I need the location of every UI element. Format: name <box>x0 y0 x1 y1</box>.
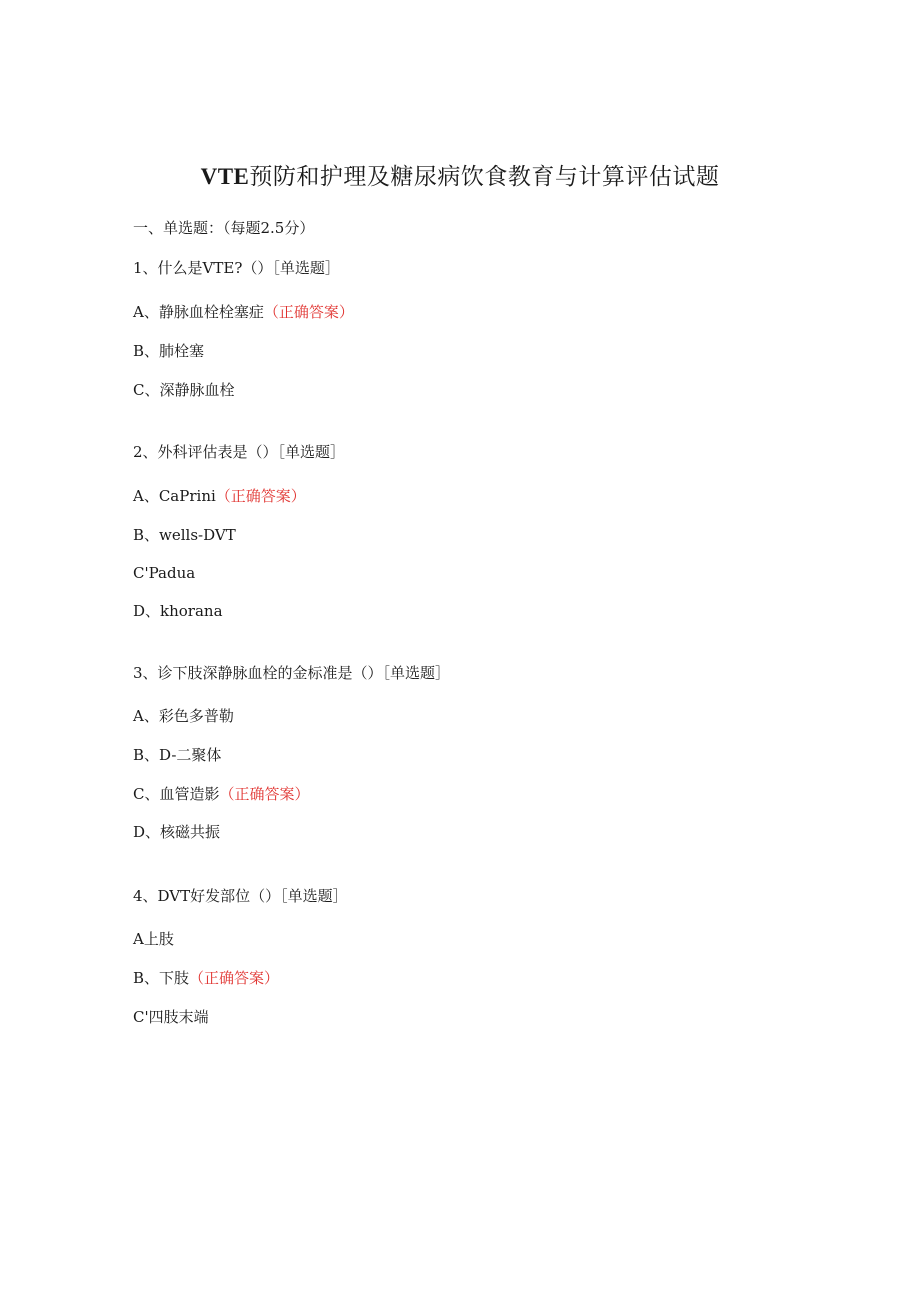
option-item: D、核磁共振 <box>133 823 221 841</box>
option-item <box>133 968 279 988</box>
title-text: 预防和护理及糖尿病饮食教育与计算评估试题 <box>249 164 720 190</box>
page-title <box>0 158 920 191</box>
option-text: C、血管造影 <box>133 785 220 803</box>
question-stem: 4、DVT好发部位（）［单选题］ <box>133 887 348 905</box>
option-item: A上肢 <box>133 930 174 948</box>
correct-answer-marker: （正确答案） <box>219 785 310 803</box>
section-heading: 一、单选题：（每题2.5分） <box>133 219 315 237</box>
question-stem: 2、外科评估表是（）［单选题］ <box>133 443 346 461</box>
title-prefix: VTE <box>200 164 250 189</box>
option-item <box>133 784 310 804</box>
option-item: C'Padua <box>133 564 196 582</box>
option-item <box>133 486 306 506</box>
option-item <box>133 302 354 322</box>
option-item: B、wells-DVT <box>133 526 236 544</box>
option-text: B、下肢 <box>133 969 190 987</box>
option-item: B、肺栓塞 <box>133 342 205 360</box>
correct-answer-marker: （正确答案） <box>263 303 354 321</box>
question-stem: 3、诊下肢深静脉血栓的金标准是（）［单选题］ <box>133 664 451 682</box>
question-stem: 1、什么是VTE?（）［单选题］ <box>133 259 340 277</box>
correct-answer-marker: （正确答案） <box>189 969 280 987</box>
option-item: B、D-二聚体 <box>133 746 222 764</box>
option-item: D、khorana <box>133 602 223 620</box>
option-text: A、CaPrini <box>133 487 216 505</box>
option-item: C'四肢末端 <box>133 1008 209 1026</box>
correct-answer-marker: （正确答案） <box>215 487 306 505</box>
option-text: A、静脉血栓栓塞症 <box>133 303 264 321</box>
option-item: A、彩色多普勒 <box>133 707 234 725</box>
option-item: C、深静脉血栓 <box>133 381 235 399</box>
